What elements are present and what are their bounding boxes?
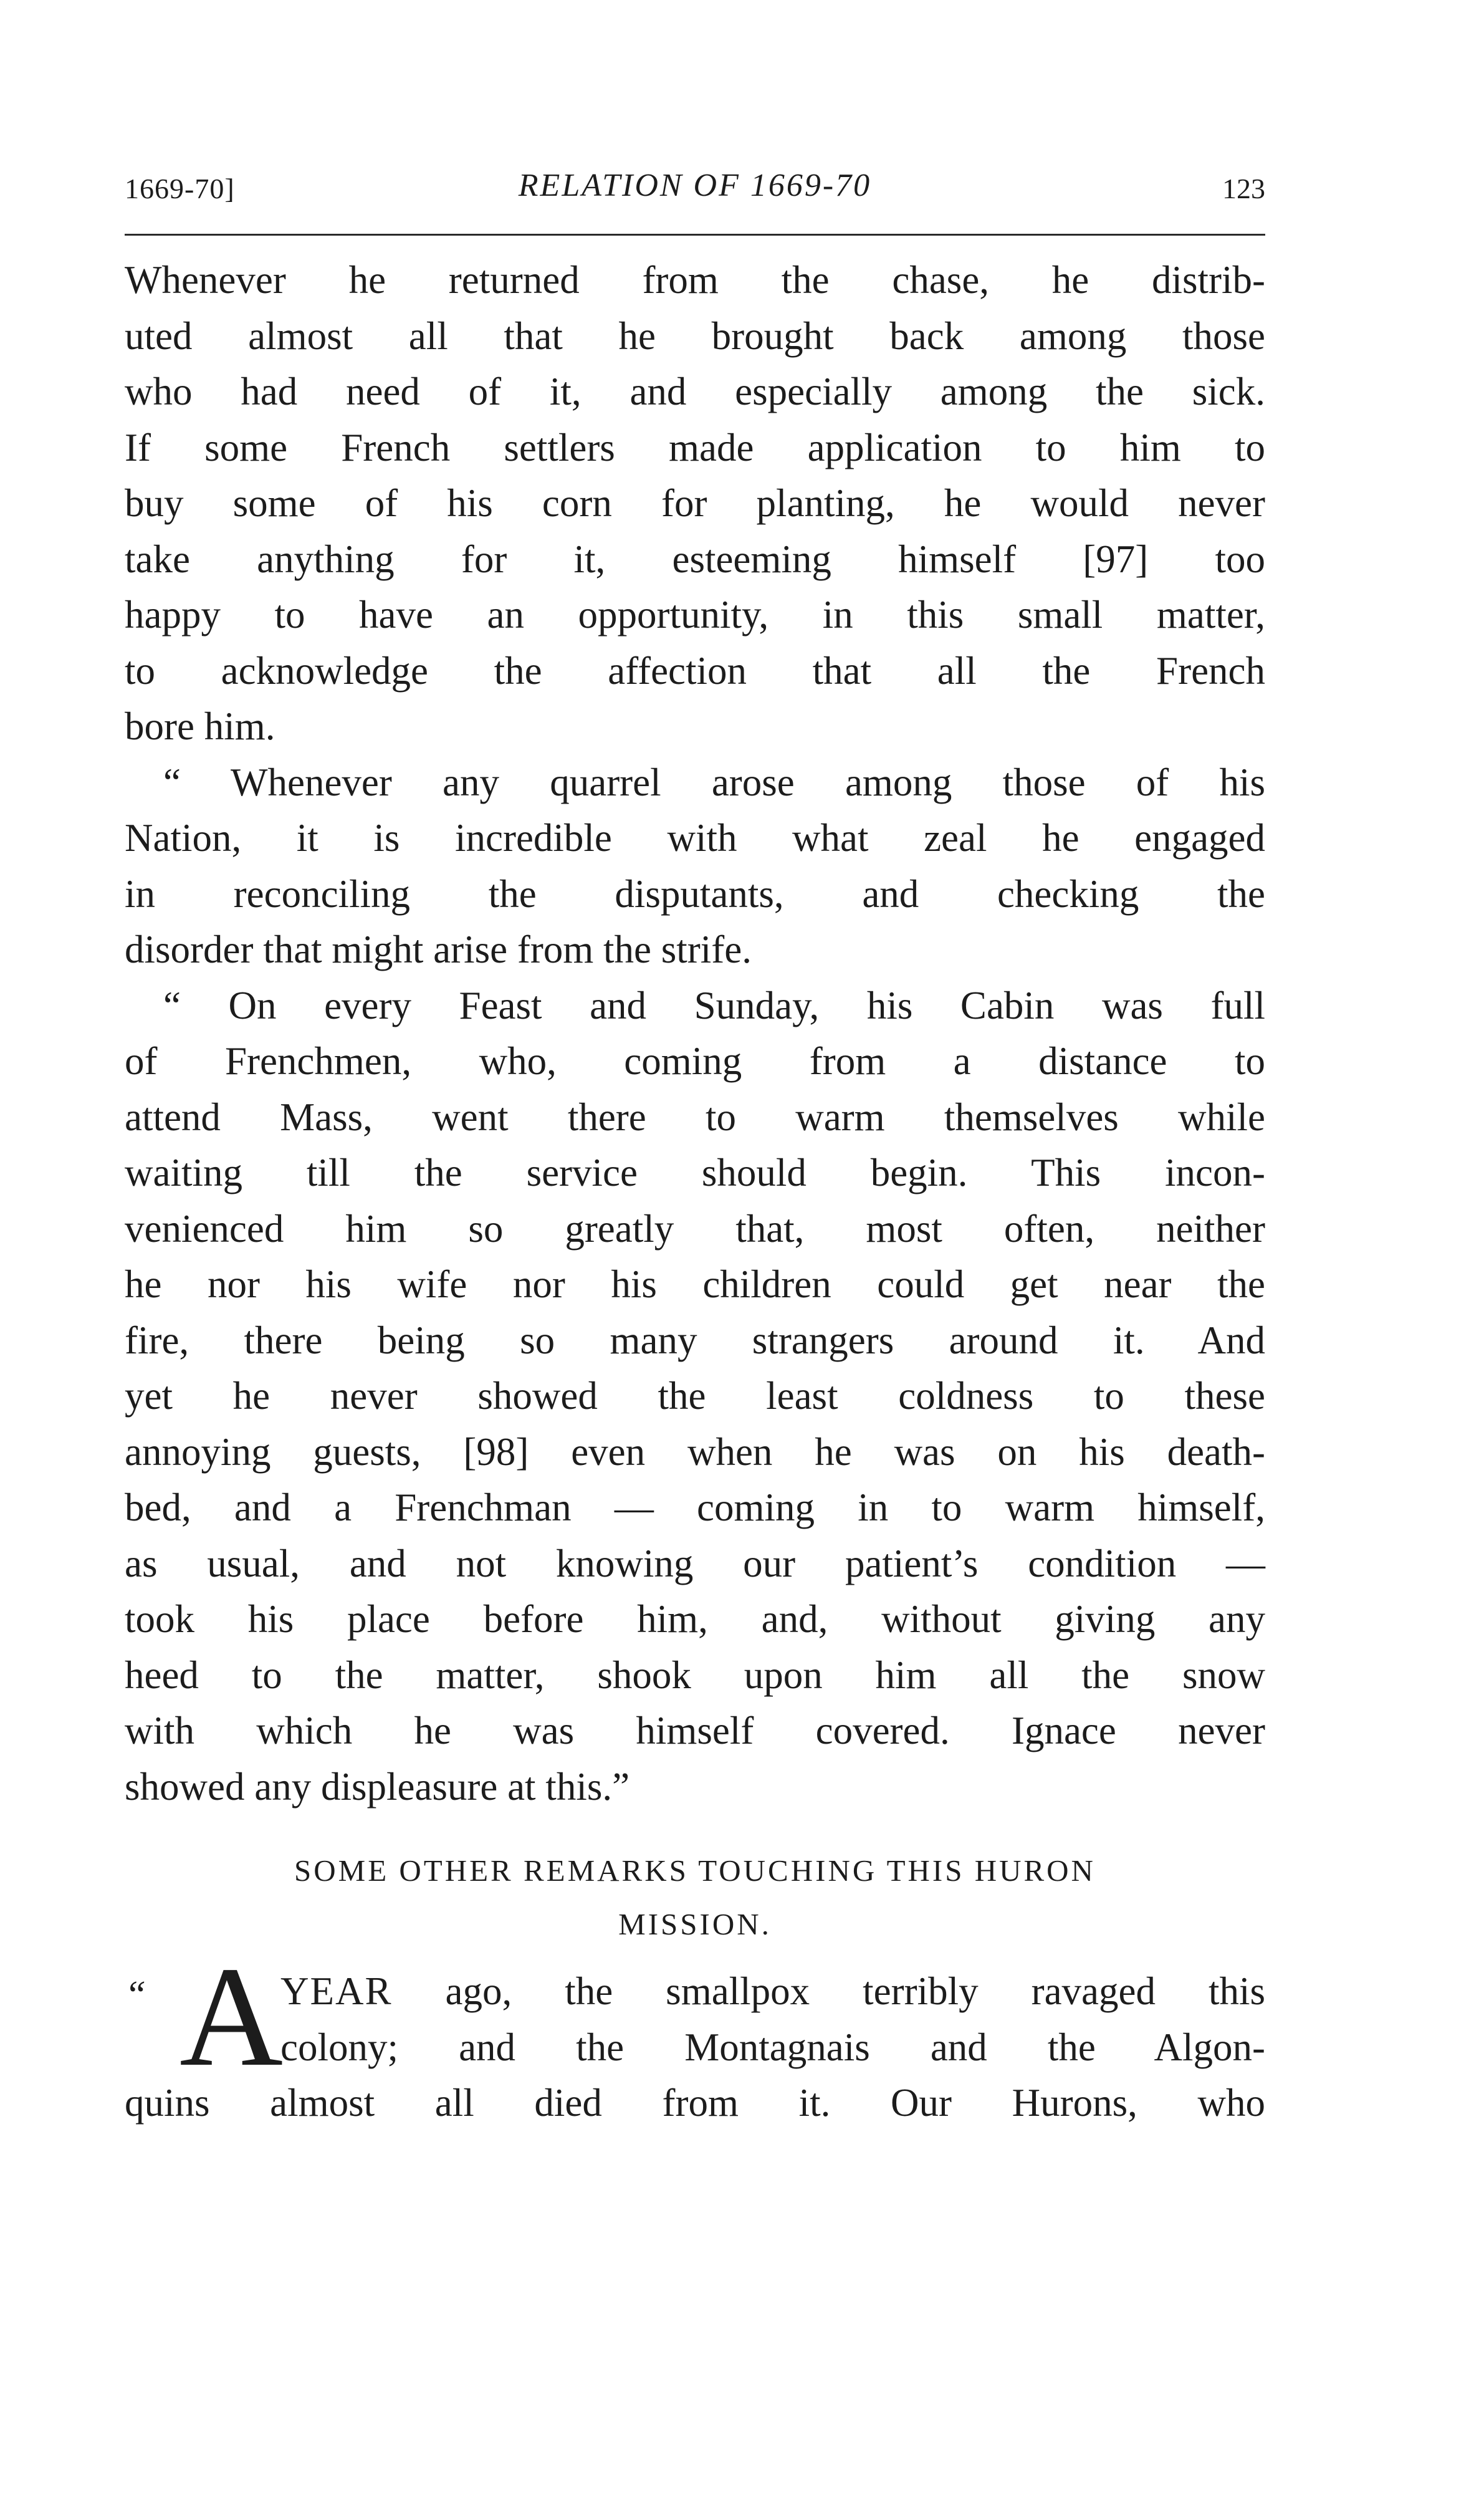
text-line: uted almost all that he brought back among those: [125, 314, 1265, 358]
text-line: colony; and the Montagnais and the Algon-: [280, 2025, 1265, 2069]
text-line: took his place before him, and, without giving any: [125, 1597, 1265, 1641]
header-title: RELATION OF 1669-70: [518, 168, 872, 203]
text-line: to acknowledge the affection that all the French: [125, 648, 1265, 693]
text-line: Nation, it is incredible with what zeal he engaged: [125, 816, 1265, 860]
page-number: 123: [1222, 173, 1265, 204]
body-text: [125, 252, 1265, 1815]
text-line: “ On every Feast and Sunday, his Cabin was full: [163, 983, 1265, 1027]
text-line: yet he never showed the least coldness to these: [125, 1374, 1265, 1418]
text-line: with which he was himself covered. Ignace never: [125, 1709, 1265, 1752]
text-line: [280, 1964, 1265, 2020]
small-caps-word: YEAR: [280, 1969, 393, 2013]
text-line: If some French settlers made application to him to: [125, 425, 1265, 469]
text-line: Whenever he returned from the chase, he distrib-: [125, 258, 1265, 302]
text-line: as usual, and not knowing our patient’s condition —: [125, 1541, 1265, 1585]
line-rest: ago, the smallpox terribly ravaged this: [392, 1969, 1265, 2013]
running-header: [125, 167, 1265, 223]
text-line: waiting till the service should begin. This incon-: [125, 1151, 1265, 1194]
text-line: disorder that might arise from the strife.: [125, 928, 752, 971]
text-line: annoying guests, [98] even when he was on his death-: [125, 1429, 1265, 1474]
text-line: heed to the matter, shook upon him all the snow: [125, 1653, 1265, 1697]
opening-quote: “: [125, 1974, 146, 2016]
text-line: quins almost all died from it. Our Hurons, who: [125, 2081, 1265, 2125]
text-line: who had need of it, and especially among the sick.: [125, 370, 1265, 413]
drop-cap: A: [180, 1937, 284, 2096]
header-year-range: 1669-70]: [125, 173, 235, 204]
text-line: he nor his wife nor his children could get near the: [125, 1262, 1265, 1306]
text-line: fire, there being so many strangers around it. And: [125, 1318, 1265, 1362]
final-paragraph: [125, 1937, 1265, 2131]
text-line: of Frenchmen, who, coming from a distance to: [125, 1039, 1265, 1083]
text-line: bore him.: [125, 704, 275, 748]
header-rule: [125, 234, 1265, 236]
text-line: showed any displeasure at this.”: [125, 1764, 630, 1809]
drop-cap-block: [125, 1937, 1265, 2096]
text-line: in reconciling the disputants, and checking the: [125, 872, 1265, 916]
text-line: “ Whenever any quarrel arose among those of his: [163, 760, 1265, 804]
text-line: venienced him so greatly that, most often, neither: [125, 1206, 1265, 1251]
text-line: bed, and a Frenchman — coming in to warm himself,: [125, 1486, 1265, 1529]
section-heading-line1: SOME OTHER REMARKS TOUCHING THIS HURON: [294, 1853, 1096, 1888]
text-line: happy to have an opportunity, in this small matter,: [125, 593, 1265, 637]
text-line: take anything for it, esteeming himself [97] too: [125, 537, 1265, 581]
text-line: attend Mass, went there to warm themselves while: [125, 1095, 1265, 1139]
text-line: buy some of his corn for planting, he would never: [125, 481, 1265, 525]
section-heading-line2: MISSION.: [618, 1907, 772, 1941]
